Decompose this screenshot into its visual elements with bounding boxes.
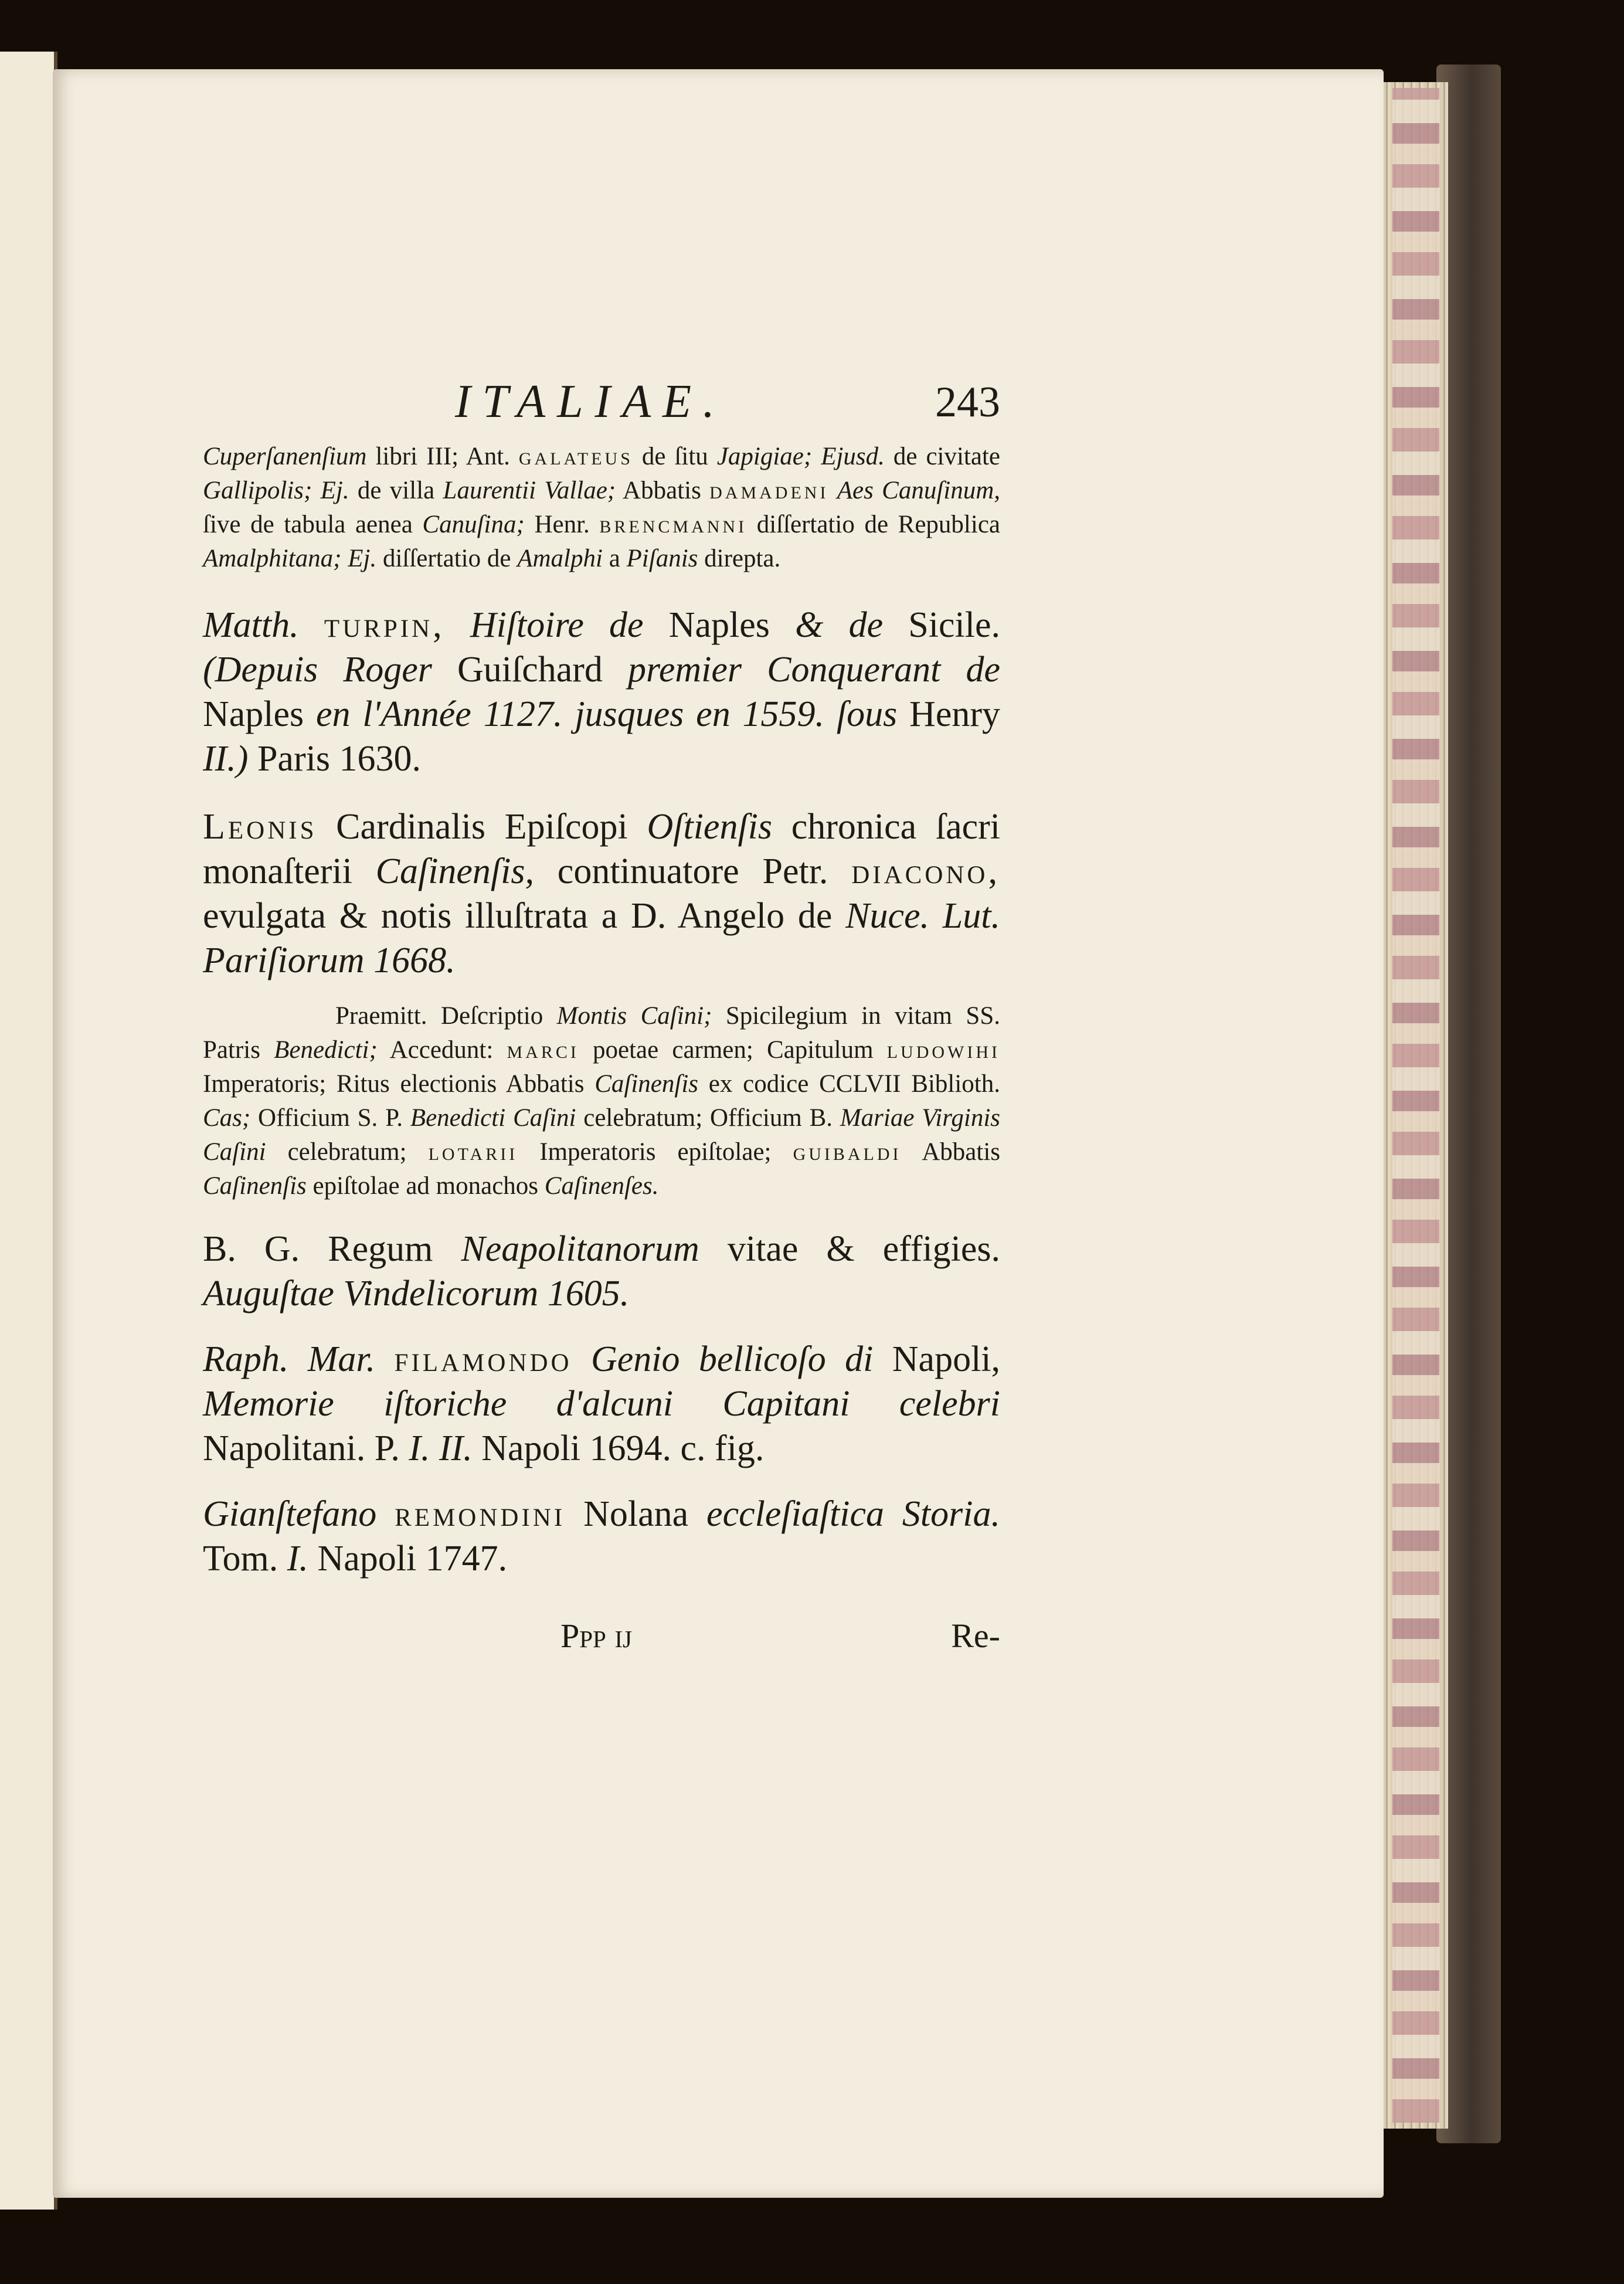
facing-page-edge bbox=[0, 52, 57, 2210]
entry-leonis: Leonis Cardinalis Epiſcopi Oſtienſis chronica ſacri monaſterii Caſinenſis, continuatore Petr. diacono, evulgata & notis illuſtrata a D. Angelo de Nuce. Lut. Pariſiorum 1668. bbox=[203, 807, 1001, 980]
entry-filamondo: Raph. Mar. filamondo Genio bellicoſo di Napoli, Memorie iſtoriche d'alcuni Capitani celebri Napolitani. P. I. II. Napoli 1694. c. fig. bbox=[203, 1339, 1001, 1468]
entry-note-1: Cuperſanenſium libri III; Ant. galateus de ſitu Japigiae; Ejusd. de civitate Gallipolis; Ej. de villa Laurentii Vallae; Abbatis damadeni Aes Canuſinum, ſive de tabula aenea Canuſina; Henr. brencmanni diſſertatio de Republica Amalphitana; Ej. diſſertatio de Amalphi a Piſanis direpta. bbox=[203, 443, 1001, 572]
signature-mark: Ppp ij bbox=[560, 1617, 632, 1655]
marbled-endpaper bbox=[1392, 88, 1439, 2123]
running-title: ITALIAE. bbox=[455, 376, 726, 427]
running-head bbox=[203, 375, 1000, 434]
entry-turpin: Matth. turpin, Hiſtoire de Naples & de Sicile. (Depuis Roger Guiſchard premier Conquerant de Naples en l'Année 1127. jusques en 1559. ſous Henry II.) Paris 1630. bbox=[203, 605, 1000, 779]
page-footer bbox=[203, 1616, 1000, 1663]
page-text bbox=[203, 375, 1000, 1663]
entry-remondini: Gianſtefano remondini Nolana eccleſiaſtica Storia. Tom. I. Napoli 1747. bbox=[203, 1494, 1000, 1579]
entry-note-2: Praemitt. Deſcriptio Montis Caſini; Spicilegium in vitam SS. Patris Benedicti; Accedunt: marci poetae carmen; Capitulum ludowihi Imperatoris; Ritus electionis Abbatis Caſinenſis ex codice CCLVII Biblioth. Cas; Officium S. P. Benedicti Caſini celebratum; Officium B. Mariae Virginis Caſini celebratum; lotarii Imperatoris epiſtolae; guibaldi Abbatis Caſinenſis epiſtolae ad monachos Caſinenſes. bbox=[203, 1002, 1001, 1200]
entry-regum: B. G. Regum Neapolitanorum vitae & effigies. Auguſtae Vindelicorum 1605. bbox=[203, 1229, 1000, 1314]
page-number: 243 bbox=[935, 378, 1000, 426]
catchword: Re- bbox=[951, 1617, 1000, 1655]
